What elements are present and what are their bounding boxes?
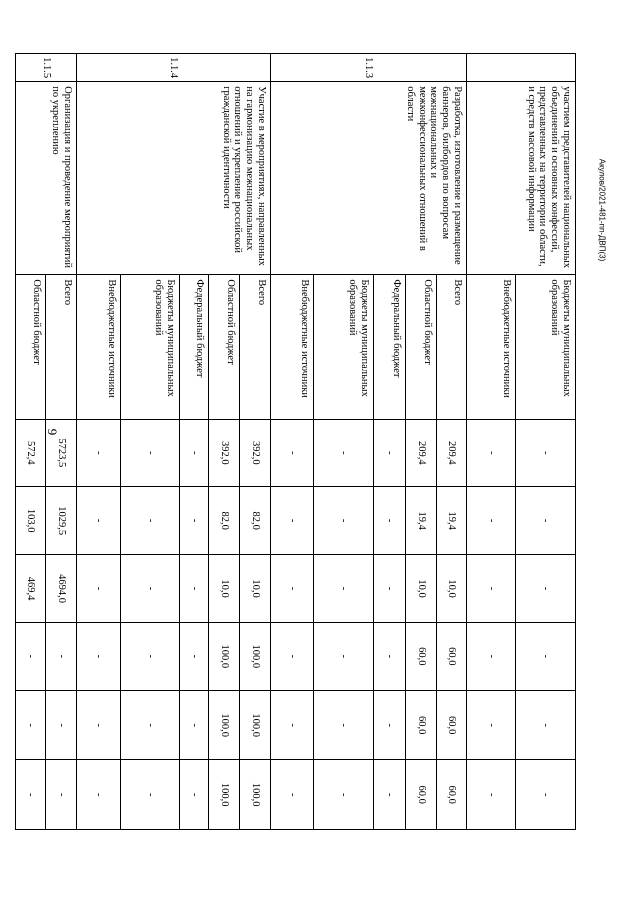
value-cell: - — [467, 691, 516, 760]
value-cell: - — [516, 487, 576, 555]
value-cell: 100,0 — [209, 622, 240, 690]
value-cell: - — [271, 760, 314, 830]
row-number: 1.1.4 — [77, 54, 271, 82]
funding-source: Всего — [46, 275, 77, 419]
table-row — [437, 54, 467, 830]
value-cell: - — [314, 622, 374, 690]
value-cell: - — [271, 487, 314, 555]
value-cell: - — [16, 622, 46, 690]
value-cell: 209,4 — [437, 419, 467, 486]
value-cell: - — [77, 622, 121, 690]
value-cell: - — [180, 419, 209, 486]
value-cell: 469,4 — [16, 555, 46, 622]
value-cell: - — [314, 419, 374, 486]
value-cell: - — [121, 419, 180, 486]
value-cell: - — [121, 622, 180, 690]
value-cell: - — [314, 487, 374, 555]
funding-source: Федеральный бюджет — [180, 275, 209, 419]
value-cell: - — [374, 622, 406, 690]
row-number: 1.1.5 — [16, 54, 77, 82]
value-cell: 60,0 — [437, 622, 467, 690]
value-cell: 60,0 — [406, 760, 437, 830]
value-cell: 100,0 — [209, 760, 240, 830]
budget-table — [15, 53, 576, 830]
value-cell: 60,0 — [406, 691, 437, 760]
value-cell: - — [467, 419, 516, 486]
table-row — [240, 54, 271, 830]
value-cell: 392,0 — [209, 419, 240, 486]
value-cell: - — [46, 760, 77, 830]
value-cell: - — [46, 622, 77, 690]
document-footer-id: Акулов/2021-481-пп-ДВП(3) — [597, 158, 607, 262]
value-cell: - — [77, 487, 121, 555]
value-cell: - — [467, 555, 516, 622]
funding-source: Федеральный бюджет — [374, 275, 406, 419]
value-cell: 10,0 — [406, 555, 437, 622]
value-cell: 100,0 — [240, 622, 271, 690]
funding-source: Бюджеты муниципальных образований — [121, 275, 180, 419]
value-cell: - — [374, 487, 406, 555]
value-cell: 100,0 — [209, 691, 240, 760]
funding-source: Областной бюджет — [16, 275, 46, 419]
value-cell: - — [516, 760, 576, 830]
funding-source: Бюджеты муниципальных образований — [314, 275, 374, 419]
funding-source: Внебюджетные источники — [467, 275, 516, 419]
value-cell: 10,0 — [240, 555, 271, 622]
activity-name: Участие в мероприятиях, направленных на гармонизацию межнациональных отношений и укрепление российской гражданской идентичности — [77, 82, 271, 275]
value-cell: - — [374, 691, 406, 760]
value-cell: - — [77, 555, 121, 622]
activity-name: Организация и проведение мероприятий по укреплению — [16, 82, 77, 275]
value-cell: 1029,5 — [46, 487, 77, 555]
page-number: 9 — [45, 428, 60, 436]
value-cell: - — [180, 555, 209, 622]
value-cell: 5723,5 — [46, 419, 77, 486]
value-cell: - — [271, 691, 314, 760]
value-cell: - — [180, 622, 209, 690]
value-cell: - — [121, 760, 180, 830]
value-cell: 100,0 — [240, 691, 271, 760]
value-cell: - — [46, 691, 77, 760]
value-cell: - — [77, 760, 121, 830]
funding-source: Всего — [437, 275, 467, 419]
value-cell: - — [467, 760, 516, 830]
value-cell: - — [374, 555, 406, 622]
value-cell: - — [121, 691, 180, 760]
value-cell: - — [271, 419, 314, 486]
value-cell: - — [516, 622, 576, 690]
value-cell: - — [467, 487, 516, 555]
value-cell: - — [374, 419, 406, 486]
funding-source: Всего — [240, 275, 271, 419]
value-cell: - — [314, 760, 374, 830]
value-cell: 209,4 — [406, 419, 437, 486]
value-cell: - — [77, 691, 121, 760]
funding-source: Бюджеты муниципальных образований — [516, 275, 576, 419]
value-cell: 572,4 — [16, 419, 46, 486]
value-cell: - — [516, 555, 576, 622]
value-cell: 82,0 — [240, 487, 271, 555]
value-cell: - — [314, 555, 374, 622]
value-cell: 100,0 — [240, 760, 271, 830]
value-cell: 19,4 — [437, 487, 467, 555]
value-cell: - — [374, 760, 406, 830]
funding-source: Внебюджетные источники — [77, 275, 121, 419]
activity-name: Разработка, изготовление и размещение баннеров, билбордов по вопросам межнациональных и межконфессиональных отношений в области — [271, 82, 467, 275]
funding-source: Областной бюджет — [209, 275, 240, 419]
value-cell: 10,0 — [209, 555, 240, 622]
value-cell: - — [77, 419, 121, 486]
rotated-table-area — [25, 53, 576, 830]
value-cell: 392,0 — [240, 419, 271, 486]
value-cell: 60,0 — [437, 760, 467, 830]
value-cell: 10,0 — [437, 555, 467, 622]
value-cell: - — [180, 691, 209, 760]
value-cell: 60,0 — [437, 691, 467, 760]
row-number — [467, 54, 576, 82]
funding-source: Областной бюджет — [406, 275, 437, 419]
value-cell: - — [180, 760, 209, 830]
table-row — [516, 54, 576, 830]
row-number: 1.1.3 — [271, 54, 467, 82]
activity-name: участием представителей национальных объединений и основных конфессий, представленных на территории области, и средств массовой информации — [467, 82, 576, 275]
value-cell: - — [271, 622, 314, 690]
value-cell: - — [516, 691, 576, 760]
value-cell: - — [121, 487, 180, 555]
value-cell: - — [314, 691, 374, 760]
value-cell: - — [467, 622, 516, 690]
value-cell: 103,0 — [16, 487, 46, 555]
value-cell: 4694,0 — [46, 555, 77, 622]
value-cell: - — [516, 419, 576, 486]
value-cell: - — [16, 691, 46, 760]
value-cell: 82,0 — [209, 487, 240, 555]
funding-source: Внебюджетные источники — [271, 275, 314, 419]
value-cell: 19,4 — [406, 487, 437, 555]
value-cell: 60,0 — [406, 622, 437, 690]
value-cell: - — [16, 760, 46, 830]
value-cell: - — [121, 555, 180, 622]
table-row — [46, 54, 77, 830]
value-cell: - — [180, 487, 209, 555]
value-cell: - — [271, 555, 314, 622]
